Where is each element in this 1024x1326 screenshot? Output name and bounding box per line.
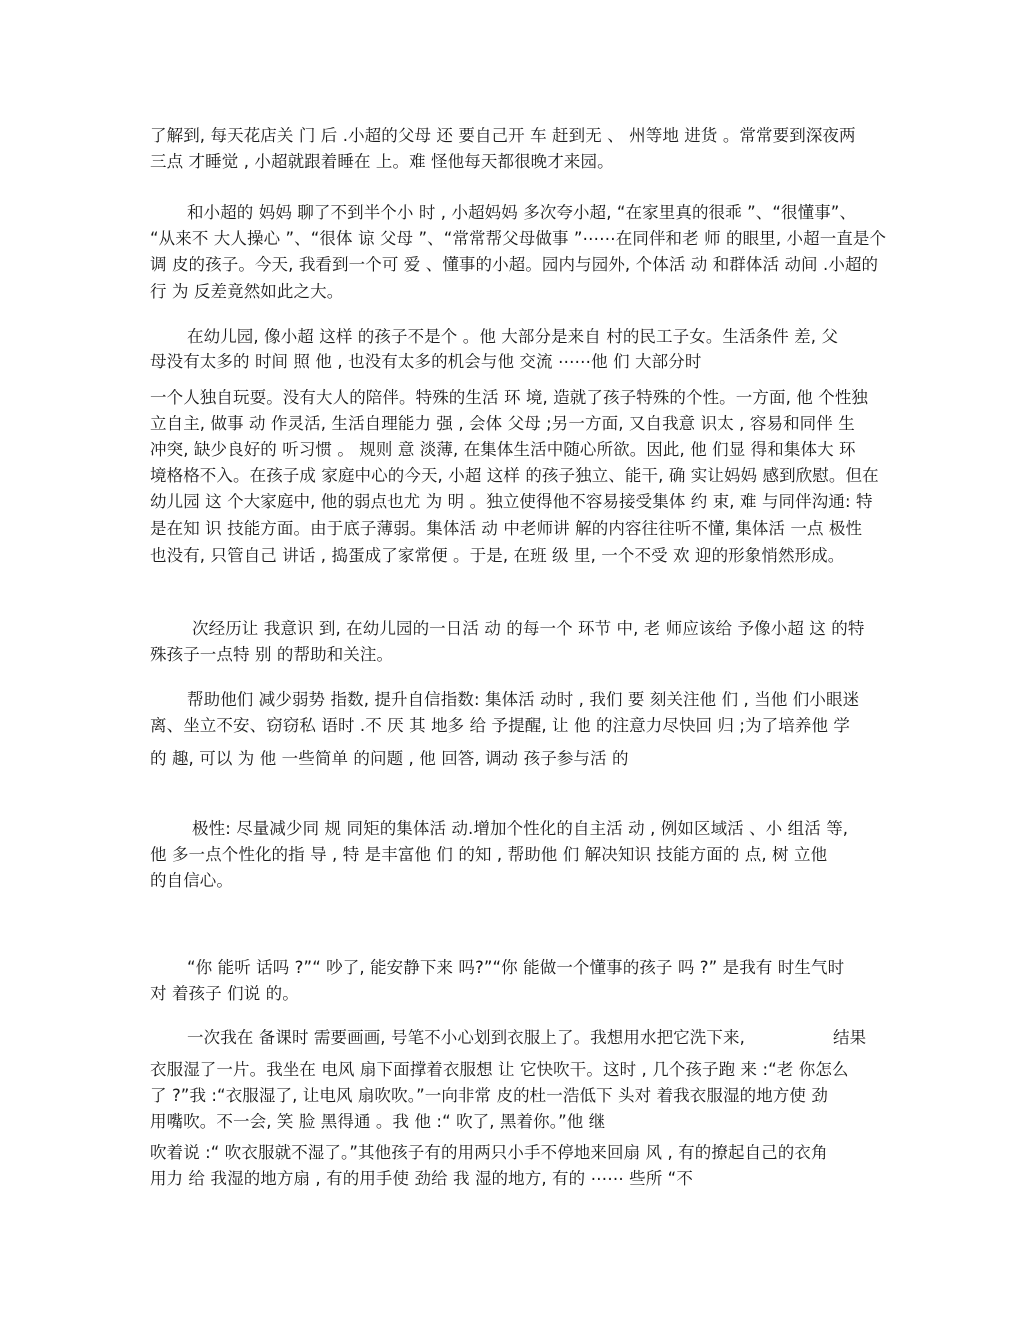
text-line: 冲突, 缺少良好的 听习惯 。 规则 意 淡薄, 在集体生活中随心所欲。因此, 他 们显 得和集体大 环 [150,440,856,459]
text-line: 立自主, 做事 动 作灵活, 生活自理能力 强 , 会体 父母 ;另一方面, 又自我意 识太 , 容易和同伴 生 [150,414,855,433]
text-line: 三点 才睡觉 , 小超就跟着睡在 上。难 怪他每天都很晚才来园。 [150,152,614,171]
text-line: 是在知 识 技能方面。由于底子薄弱。集体活 动 中老师讲 解的内容往往听不懂, 集体活 一点 极性 [150,519,863,538]
text-line: 他 多一点个性化的指 导 , 特 是丰富他 们 的知 , 帮助他 们 解决知识 技能方面的 点, 树 立他 [150,845,828,864]
text-line: 在幼儿园, 像小超 这样 的孩子不是个 。他 大部分是来自 村的民工子女。生活条件 差, 父 [187,327,839,346]
text-line: “从来不 大人操心 ”、“很体 谅 父母 ”、“常常帮父母做事 ”⋯⋯在同伴和老 师 的眼里, 小超一直是个 [150,229,887,248]
text-line: 对 着孩子 们说 的。 [150,984,299,1003]
text-line: “你 能听 话吗 ?”“ 吵了, 能安静下来 吗?”“你 能做一个懂事的孩子 吗 ?” 是我有 时生气时 [187,958,845,977]
text-line: 用嘴吹。不一会, 笑 脸 黑得通 。我 他 :“ 吹了, 黑着你。”他 继 [150,1112,606,1131]
text-line: 的 趣, 可以 为 他 一些简单 的问题 , 他 回答, 调动 孩子参与活 的 [150,749,629,768]
text-line: 离、坐立不安、窃窃私 语时 .不 厌 其 地多 给 予提醒, 让 他 的注意力尽快回 归 ;为了培养他 学 [150,716,851,735]
text-line: 衣服湿了一片。我坐在 电风 扇下面撑着衣服想 让 它快吹干。这时 , 几个孩子跑 来 :“老 你怎么 [150,1060,849,1079]
text-line: 境格格不入。在孩子成 家庭中心的今天, 小超 这样 的孩子独立、能干, 确 实让妈妈 感到欣慰。但在 [150,466,879,485]
text-line: 用力 给 我湿的地方扇 , 有的用手使 劲给 我 湿的地方, 有的 ⋯⋯ 些所 “不 [150,1169,693,1188]
text-line: 也没有, 只管自己 讲话 , 捣蛋成了家常便 。于是, 在班 级 里, 一个不受 欢 迎的形象悄然形成。 [150,546,845,565]
text-line: 行 为 反差竟然如此之大。 [150,282,344,301]
text-line: 极性: 尽量减少同 规 同矩的集体活 动.增加个性化的自主活 动 , 例如区域活 、小 组活 等, [192,819,849,838]
text-line: 调 皮的孩子。今天, 我看到一个可 爱 、懂事的小超。园内与园外, 个体活 动 和群体活 动间 .小超的 [150,255,879,274]
text-line: 了解到, 每天花店关 门 后 .小超的父母 还 要自己开 车 赶到无 、 州等地 进货 。常常要到深夜两 [150,126,856,145]
text-line: 一次我在 备课时 需要画画, 号笔不小心划到衣服上了。我想用水把它洗下来, [187,1028,745,1047]
text-line: 结果 [833,1028,867,1047]
text-line: 帮助他们 减少弱势 指数, 提升自信指数: 集体活 动时 , 我们 要 刻关注他 们 , 当他 们小眼迷 [187,690,860,709]
text-line: 母没有太多的 时间 照 他 , 也没有太多的机会与他 交流 ⋯⋯他 们 大部分时 [150,352,702,371]
text-line: 和小超的 妈妈 聊了不到半个小 时 , 小超妈妈 多次夸小超, “在家里真的很乖 ”、“很懂事”、 [187,203,857,222]
text-line: 幼儿园 这 个大家庭中, 他的弱点也尤 为 明 。独立使得他不容易接受集体 约 束, 难 与同伴沟通: 特 [150,492,873,511]
text-line: 次经历让 我意识 到, 在幼儿园的一日活 动 的每一个 环节 中, 老 师应该给 予像小超 这 的特 [192,619,865,638]
text-line: 一个人独自玩耍。没有大人的陪伴。特殊的生活 环 境, 造就了孩子特殊的个性。一方面, 他 个性独 [150,388,869,407]
text-line: 了 ?”我 :“衣服湿了, 让电风 扇吹吹。”一向非常 皮的杜一浩低下 头对 着我衣服湿的地方使 劲 [150,1086,828,1105]
text-line: 吹着说 :“ 吹衣服就不湿了。”其他孩子有的用两只小手不停地来回扇 风 , 有的撩起自己的衣角 [150,1143,828,1162]
text-line: 殊孩子一点特 别 的帮助和关注。 [150,645,394,664]
text-line: 的自信心。 [150,871,233,890]
